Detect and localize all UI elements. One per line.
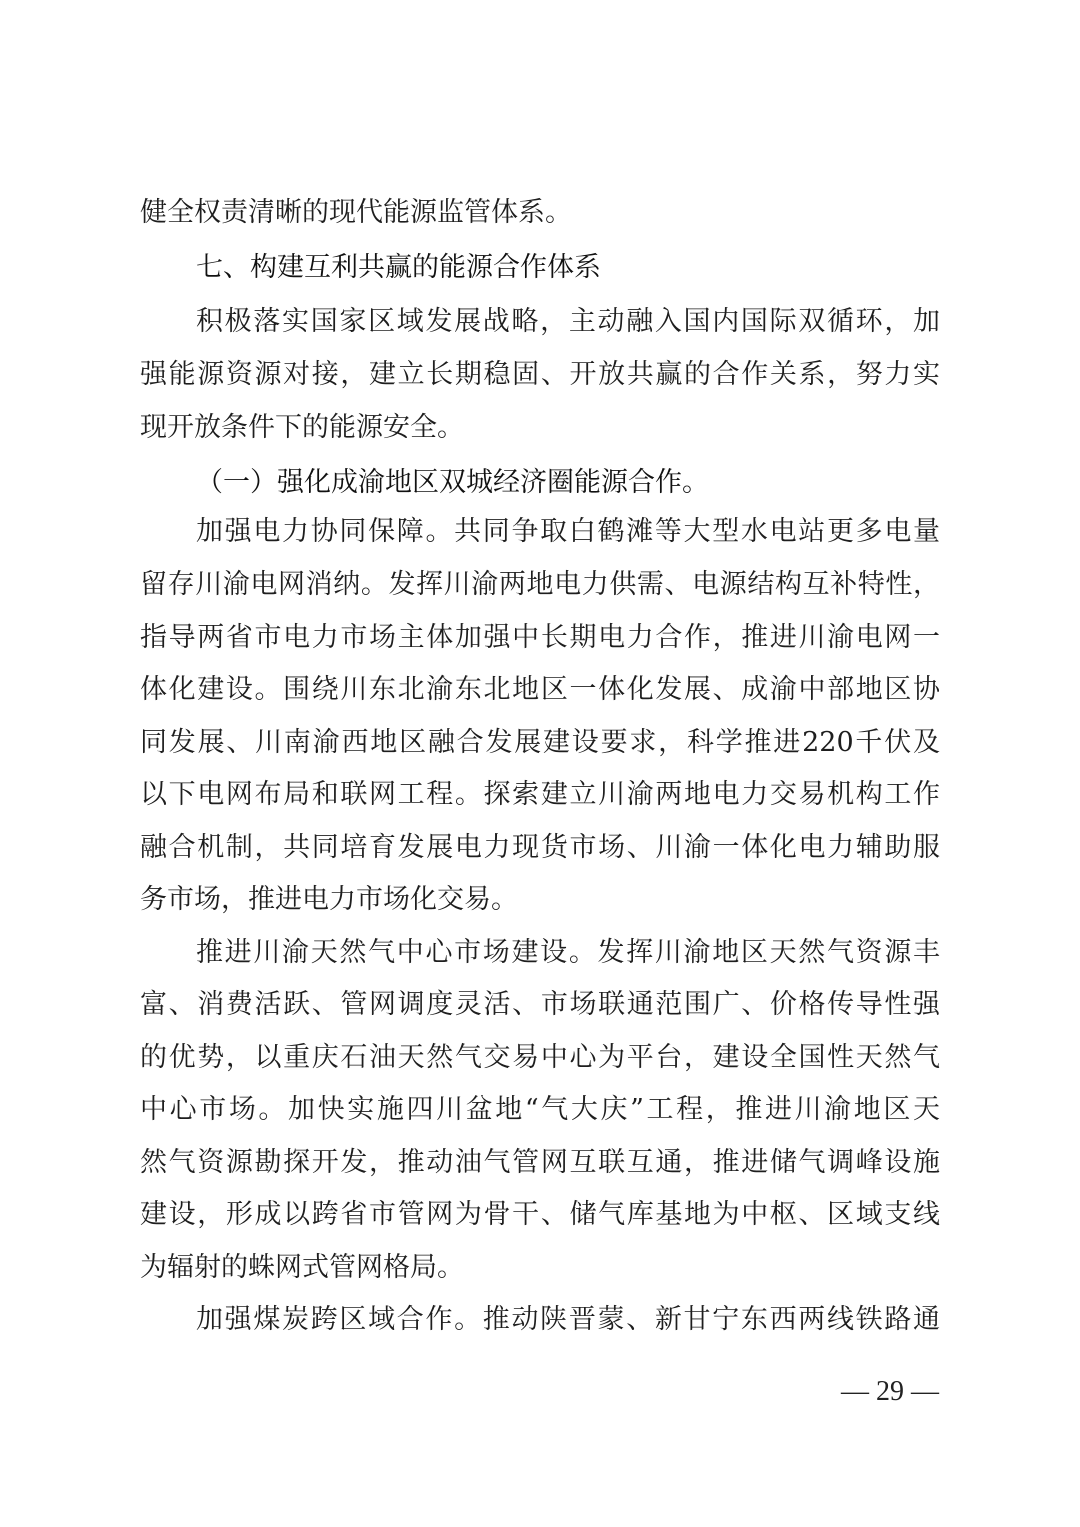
text-line: 建设，形成以跨省市管网为骨干、储气库基地为中枢、区域支线	[140, 1199, 940, 1230]
text-line: 富、消费活跃、管网调度灵活、市场联通范围广、价格传导性强	[140, 989, 940, 1020]
page-number: — 29 —	[841, 1376, 939, 1407]
text-line: 指导两省市电力市场主体加强中长期电力合作，推进川渝电网一	[140, 622, 940, 653]
text-line: 以下电网布局和联网工程。探索建立川渝两地电力交易机构工作	[140, 779, 940, 810]
section-heading: 七、构建互利共赢的能源合作体系	[196, 252, 601, 283]
text-line: 体化建设。围绕川东北渝东北地区一体化发展、成渝中部地区协	[140, 674, 940, 705]
text-line: 为辐射的蛛网式管网格局。	[140, 1252, 464, 1283]
text-line: 融合机制，共同培育发展电力现货市场、川渝一体化电力辅助服	[140, 832, 940, 863]
text-line: 的优势，以重庆石油天然气交易中心为平台，建设全国性天然气	[140, 1042, 940, 1073]
text-line: 推进川渝天然气中心市场建设。发挥川渝地区天然气资源丰	[196, 937, 940, 968]
section-heading: （一）强化成渝地区双城经济圈能源合作。	[196, 467, 709, 498]
text-line: 现开放条件下的能源安全。	[140, 412, 464, 443]
text-line: 留存川渝电网消纳。发挥川渝两地电力供需、电源结构互补特性，	[140, 569, 940, 600]
text-line: 同发展、川南渝西地区融合发展建设要求，科学推进220千伏及	[140, 727, 940, 758]
text-line: 强能源资源对接，建立长期稳固、开放共赢的合作关系，努力实	[140, 359, 940, 390]
text-line: 加强电力协同保障。共同争取白鹤滩等大型水电站更多电量	[196, 516, 940, 547]
text-line: 然气资源勘探开发，推动油气管网互联互通，推进储气调峰设施	[140, 1147, 940, 1178]
text-line: 务市场，推进电力市场化交易。	[140, 884, 518, 915]
text-line: 加强煤炭跨区域合作。推动陕晋蒙、新甘宁东西两线铁路通	[196, 1304, 940, 1335]
text-line: 中心市场。加快实施四川盆地“气大庆”工程，推进川渝地区天	[140, 1094, 940, 1125]
text-line: 健全权责清晰的现代能源监管体系。	[140, 197, 572, 228]
text-line: 积极落实国家区域发展战略，主动融入国内国际双循环，加	[196, 306, 940, 337]
